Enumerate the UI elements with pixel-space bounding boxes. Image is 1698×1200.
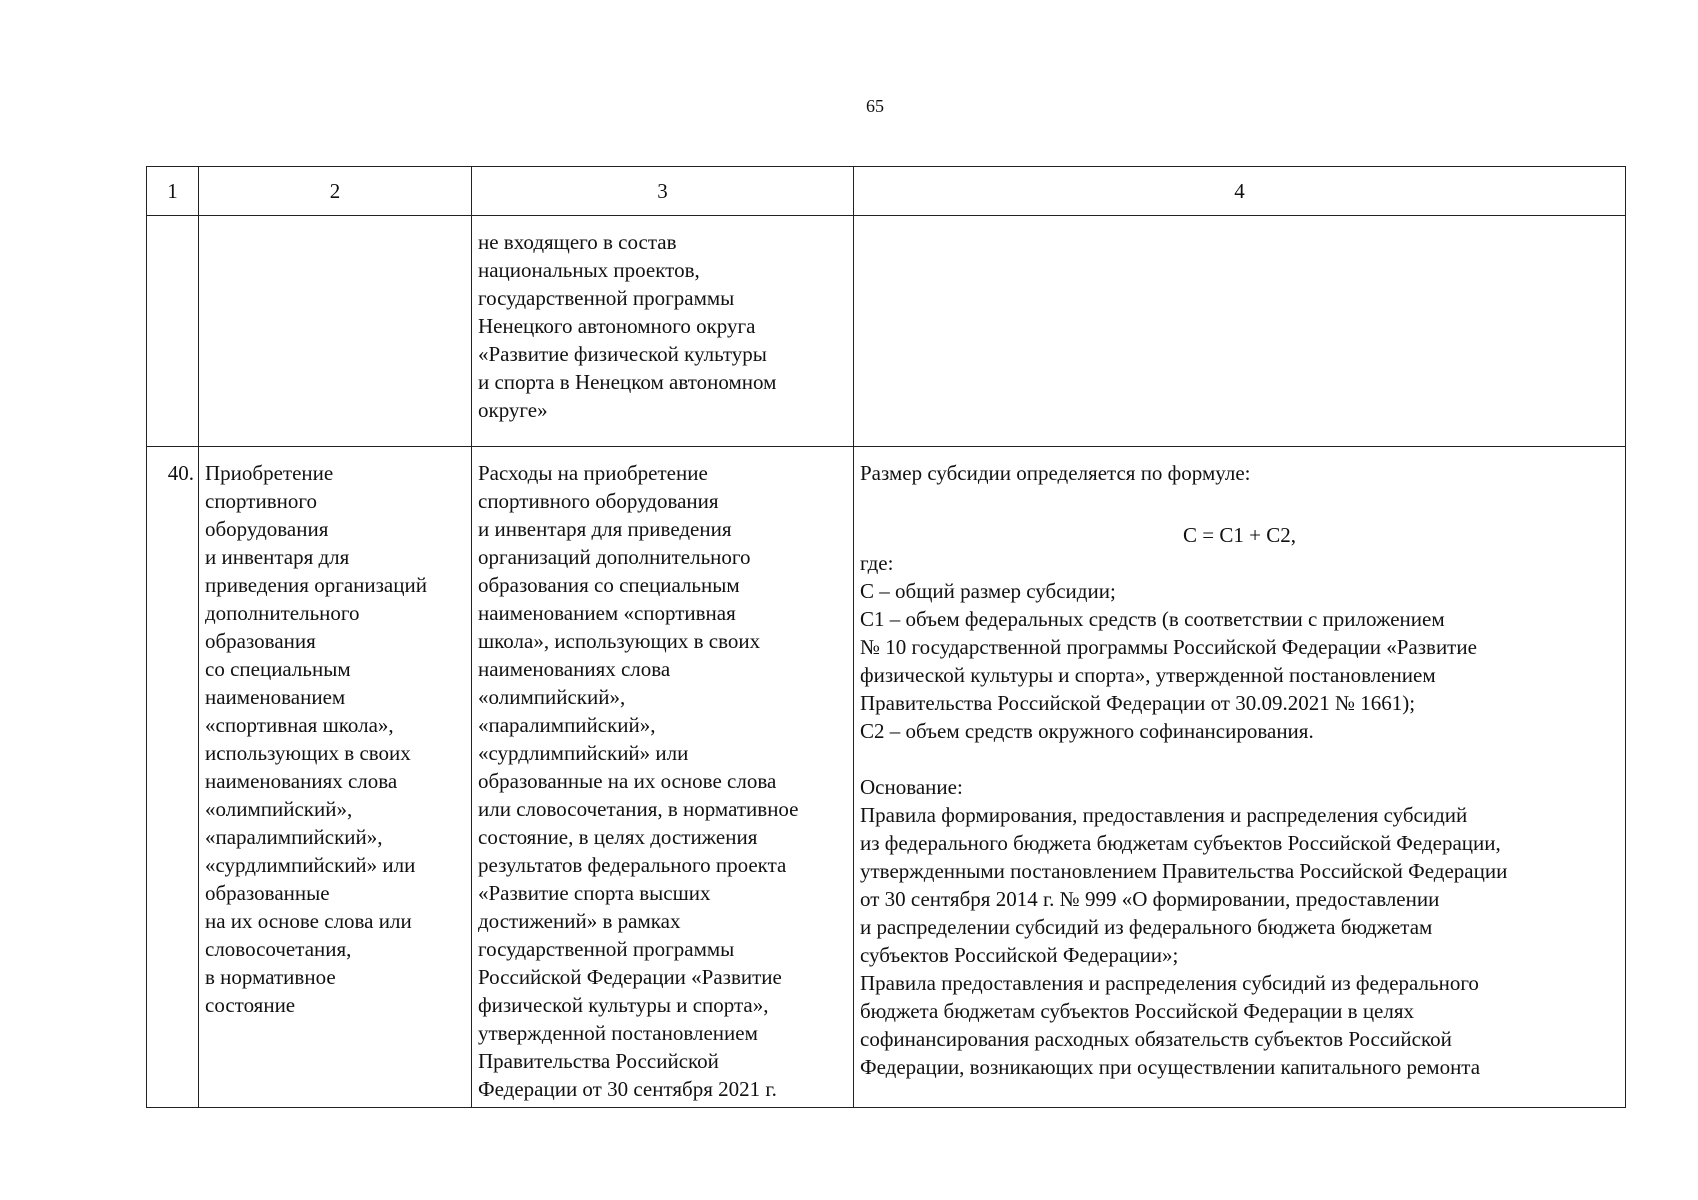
header-col-1: 1 [147,167,199,216]
row-40-calculation [854,447,1626,1108]
row-40-number: 40. [147,447,199,1108]
formula: С = С1 + С2, [1183,523,1296,547]
spacer [860,745,1619,773]
cont-col-4 [854,216,1626,447]
page-number: 65 [866,96,884,116]
table-header-row [147,167,1626,216]
table-row-continuation [147,216,1626,447]
cont-col-3-text: не входящего в состав национальных проектов, государственной программы Ненецкого автономного округа «Развитие физической культуры и спорта в Ненецком автономном округе» [472,216,854,447]
spacer [860,487,1619,515]
header-col-4: 4 [854,167,1626,216]
row-40-expenses: Расходы на приобретение спортивного оборудования и инвентаря для приведения организаций дополнительного образования со специальным наименованием «спортивная школа», использующих в своих наименованиях слова «олимпийский», «паралимпийский», «сурдлимпийский» или образованные на их основе слова или словосочетания, в нормативное состояние, в целях достижения результатов федерального проекта «Развитие спорта высших достижений» в рамках государственной программы Российской Федерации «Развитие физической культуры и спорта», утвержденной постановлением Правительства Российской Федерации от 30 сентября 2021 г. [472,447,854,1108]
formula-intro: Размер субсидии определяется по формуле: [860,461,1251,485]
cont-col-2 [199,216,472,447]
header-col-2: 2 [199,167,472,216]
row-40-name: Приобретение спортивного оборудования и инвентаря для приведения организаций дополнительного образования со специальным наименованием «спортивная школа», использующих в своих наименованиях слова «олимпийский», «паралимпийский», «сурдлимпийский» или образованные на их основе слова или словосочетания, в нормативное состояние [199,447,472,1108]
formula-definitions: где: С – общий размер субсидии; С1 – объем федеральных средств (в соответствии с приложением № 10 государственной программы Российской Федерации «Развитие физической культуры и спорта», утвержденной постановлением Правительства Российской Федерации от 30.09.2021 № 1661); С2 – объем средств окружного софинансирования. [860,551,1477,743]
table-row-40 [147,447,1626,1108]
basis-text: Основание: Правила формирования, предоставления и распределения субсидий из федерального бюджета бюджетам субъектов Российской Федерации, утвержденными постановлением Правительства Российской Федерации от 30 сентября 2014 г. № 999 «О формировании, предоставлении и распределении субсидий из федерального бюджета бюджетам субъектов Российской Федерации»; Правила предоставления и распределения субсидий из федерального бюджета бюджетам субъектов Российской Федерации в целях софинансирования расходных обязательств субъектов Российской Федерации, возникающих при осуществлении капитального ремонта [860,775,1508,1079]
header-col-3: 3 [472,167,854,216]
cont-col-1 [147,216,199,447]
document-table [146,166,1626,1108]
